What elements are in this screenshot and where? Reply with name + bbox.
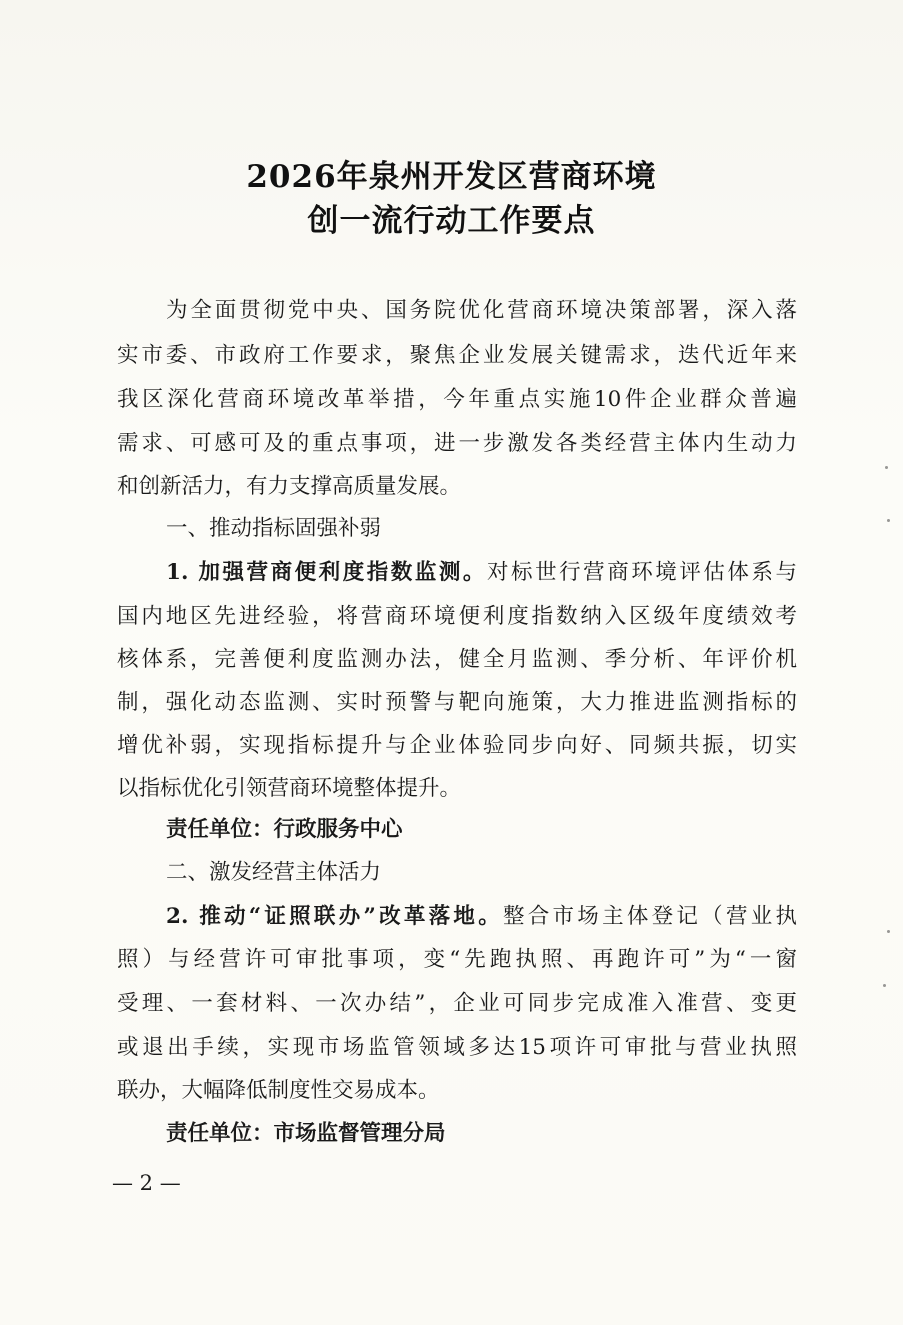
item-1-line-2: 国内地区先进经验，将营商环境便利度指数纳入区级年度绩效考 — [117, 604, 797, 629]
item-1-line-5: 增优补弱，实现指标提升与企业体验同步向好、同频共振，切实 — [117, 733, 797, 758]
item-1-line-6: 以指标优化引领营商环境整体提升。 — [117, 776, 462, 801]
page-number: — 2 — — [112, 1171, 181, 1195]
intro-line-1: 为全面贯彻党中央、国务院优化营商环境决策部署，深入落 — [166, 298, 797, 323]
item-2-first-line-text: 整合市场主体登记（营业执 — [502, 904, 797, 929]
intro-line-4: 需求、可感可及的重点事项，进一步激发各类经营主体内生动力 — [117, 431, 797, 456]
item-1-first-line-text: 对标世行营商环境评估体系与 — [486, 560, 797, 585]
scan-speck — [887, 930, 890, 933]
scan-speck — [883, 984, 886, 987]
document-title-line-2: 创一流行动工作要点 — [307, 203, 596, 239]
section-1-heading: 一、推动指标固强补弱 — [166, 516, 382, 541]
item-2-line-3: 受理、一套材料、一次办结”，企业可同步完成准入准营、变更 — [117, 991, 797, 1016]
item-1-title: 1. 加强营商便利度指数监测。 — [166, 560, 487, 585]
intro-line-5: 和创新活力，有力支撑高质量发展。 — [117, 474, 462, 499]
item-2-line-5: 联办，大幅降低制度性交易成本。 — [117, 1078, 440, 1103]
item-1-first-line — [166, 562, 797, 584]
intro-line-2: 实市委、市政府工作要求，聚焦企业发展关键需求，迭代近年来 — [117, 343, 797, 368]
item-1-line-3: 核体系，完善便利度监测办法，健全月监测、季分析、年评价机 — [117, 647, 797, 672]
scan-speck — [885, 466, 888, 469]
document-title-line-1: 2026年泉州开发区营商环境 — [246, 159, 657, 195]
item-2-line-4: 或退出手续，实现市场监管领域多达15项许可审批与营业执照 — [117, 1035, 797, 1060]
item-2-line-2: 照）与经营许可审批事项，变“先跑执照、再跑许可”为“一窗 — [117, 947, 797, 972]
item-2-title: 2. 推动“证照联办”改革落地。 — [166, 904, 503, 929]
scan-speck — [887, 519, 890, 522]
section-2-heading: 二、激发经营主体活力 — [166, 860, 382, 885]
item-1-responsible-unit: 责任单位：行政服务中心 — [166, 817, 403, 842]
item-2-first-line — [166, 906, 797, 928]
item-2-responsible-unit: 责任单位：市场监督管理分局 — [166, 1121, 446, 1146]
item-1-line-4: 制，强化动态监测、实时预警与靶向施策，大力推进监测指标的 — [117, 690, 797, 715]
intro-line-3: 我区深化营商环境改革举措，今年重点实施10件企业群众普遍 — [117, 387, 797, 412]
